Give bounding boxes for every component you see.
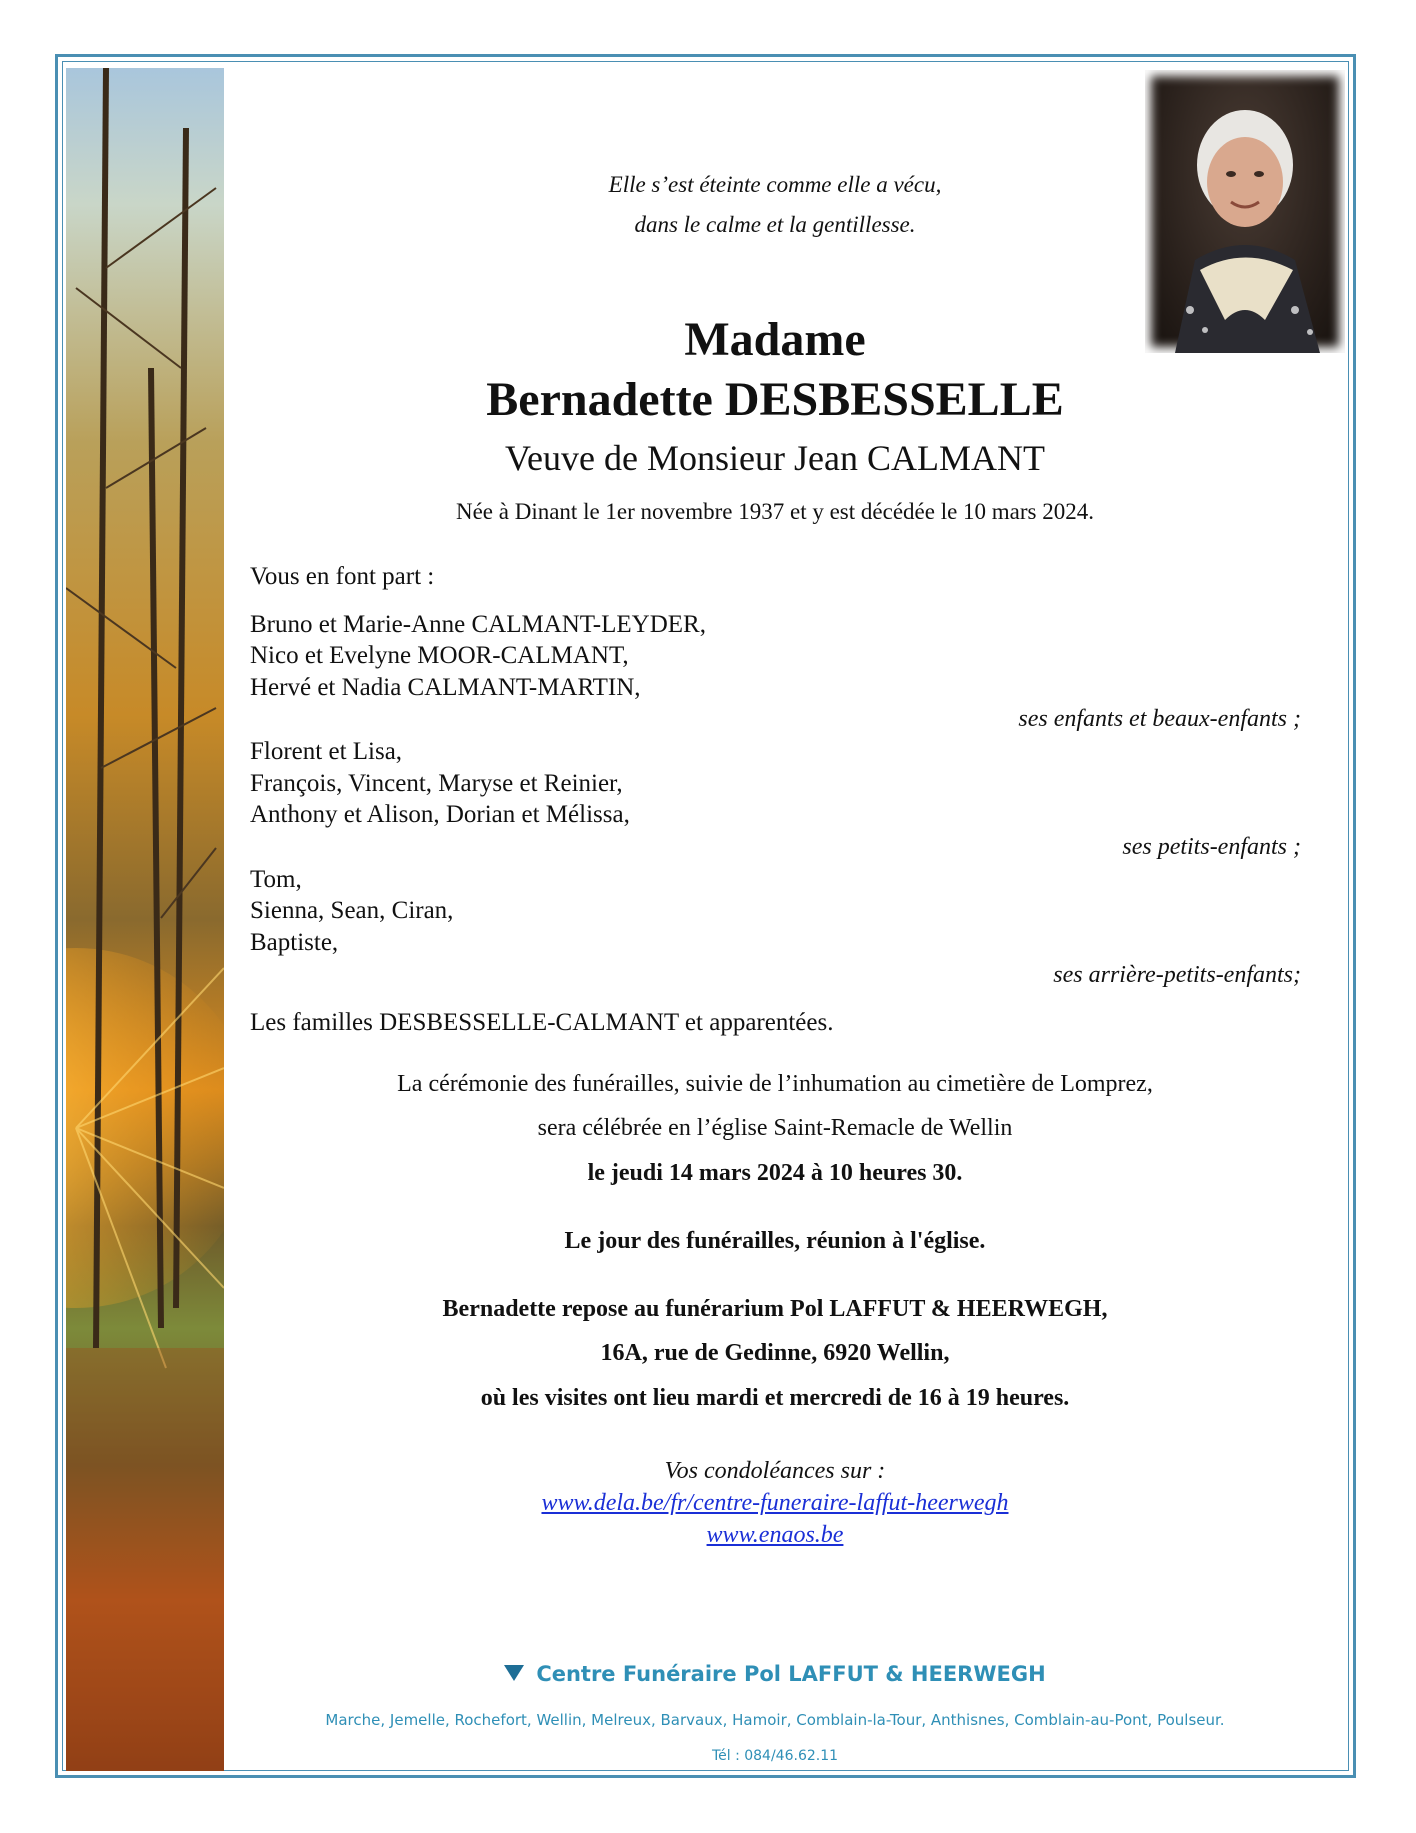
ceremony-line-2: sera célébrée en l’église Saint-Remacle de Wellin [537,1115,1013,1141]
announcement-intro: Vous en font part : [250,563,435,590]
triangle-down-icon [504,1665,524,1681]
footer-phone: Tél : 084/46.62.11 [711,1748,839,1764]
footer-company-name: Centre Funéraire Pol LAFFUT & HEERWEGH [536,1662,1046,1686]
deceased-name: Bernadette DESBESSELLE [486,373,1064,426]
role-children: ses enfants et beaux-enfants ; [1018,706,1301,732]
meeting-note: Le jour des funérailles, réunion à l'église. [564,1228,986,1254]
family-line: Nico et Evelyne MOOR-CALMANT, [250,642,629,669]
autumn-forest-image [66,68,224,1771]
footer-locations: Marche, Jemelle, Rochefort, Wellin, Melreux, Barvaux, Hamoir, Comblain-la-Tour, Anthisnes, Comblain-au-Pont, Poulseur. [325,1711,1225,1729]
family-line: Anthony et Alison, Dorian et Mélissa, [250,801,630,828]
rest-line-1: Bernadette repose au funérarium Pol LAFFUT & HEERWEGH, [442,1296,1108,1322]
deceased-title: Madame [684,313,866,366]
quote-line-1: Elle s’est éteinte comme elle a vécu, [608,172,942,197]
condolences-link-row-2 [250,1522,1300,1549]
ceremony-line-1: La cérémonie des funérailles, suivie de l’inhumation au cimetière de Lomprez, [397,1071,1153,1097]
family-line: Bruno et Marie-Anne CALMANT-LEYDER, [250,611,706,638]
family-line: Florent et Lisa, [250,738,403,765]
family-line: Tom, [250,866,302,893]
families-line: Les familles DESBESSELLE-CALMANT et apparentées. [250,1009,834,1036]
family-line: Baptiste, [250,929,339,956]
role-great-grandchildren: ses arrière-petits-enfants; [1053,962,1301,988]
family-line: Hervé et Nadia CALMANT-MARTIN, [250,674,641,701]
footer-company [250,1662,1300,1686]
rest-line-2: 16A, rue de Gedinne, 6920 Wellin, [600,1340,950,1366]
birth-death-line: Née à Dinant le 1er novembre 1937 et y est décédée le 10 mars 2024. [455,499,1094,524]
rest-line-3: où les visites ont lieu mardi et mercredi de 16 à 19 heures. [480,1385,1070,1411]
quote-line-2: dans le calme et la gentillesse. [634,212,916,237]
condolences-label: Vos condoléances sur : [664,1458,886,1484]
condolences-link-dela[interactable]: www.dela.be/fr/centre-funeraire-laffut-heerwegh [541,1490,1009,1516]
condolences-link-row-1 [250,1490,1300,1517]
condolences-link-enaos[interactable]: www.enaos.be [706,1522,844,1548]
role-grandchildren: ses petits-enfants ; [1122,834,1301,860]
ceremony-date: le jeudi 14 mars 2024 à 10 heures 30. [587,1160,963,1186]
widow-of: Veuve de Monsieur Jean CALMANT [505,438,1045,478]
family-line: François, Vincent, Maryse et Reinier, [250,770,623,797]
family-line: Sienna, Sean, Ciran, [250,897,454,924]
